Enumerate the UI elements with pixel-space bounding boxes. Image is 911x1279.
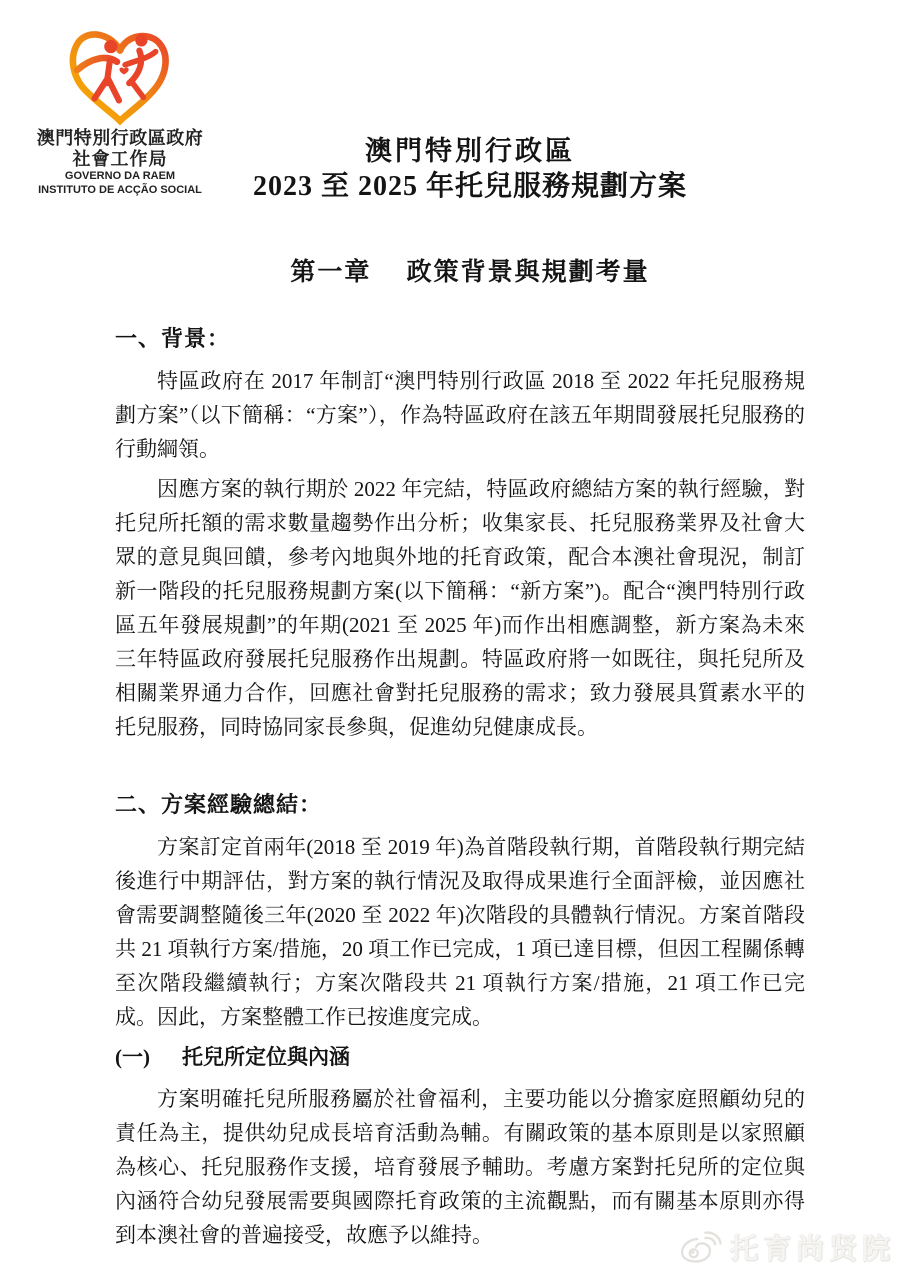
subsection-number: (一): [115, 1045, 150, 1069]
body-paragraph: 特區政府在 2017 年制訂“澳門特別行政區 2018 至 2022 年托兒服務規劃方案”（以下簡稱：“方案”），作為特區政府在該五年期間發展托兒服務的行動綱領。: [115, 369, 805, 461]
doc-title-line1: 澳門特別行政區: [365, 136, 575, 166]
org-name-pt-institute: INSTITUTO DE ACÇÃO SOCIAL: [38, 183, 202, 196]
section-heading-background: 一、背景：: [115, 326, 231, 351]
watermark-text: 托育尚贤院: [729, 1233, 895, 1264]
doc-title-line2: 2023 至 2025 年托兒服務規劃方案: [252, 171, 687, 202]
body-paragraph: 方案明確托兒所服務屬於社會福利，主要功能以分擔家庭照顧幼兒的責任為主，提供幼兒成長培育活動為輔。有關政策的基本原則是以家照顧為核心、托兒服務作支援，培育發展予輔助。考慮方案對托兒所的定位與內涵符合幼兒發展需要與國際托育政策的主流觀點，而有關基本原則亦得到本澳社會的普遍接受，故應予以維持。: [115, 1087, 805, 1247]
document-body: [115, 322, 805, 1252]
body-paragraph: 因應方案的執行期於 2022 年完結，特區政府總結方案的執行經驗，對托兒所托額的需求數量趨勢作出分析；收集家長、托兒服務業界及社會大眾的意見與回饋，參考內地與外地的托育政策，配合本澳社會現況，制訂新一階段的托兒服務規劃方案(以下簡稱：“新方案”)。配合“澳門特別行政區五年發展規劃”的年期(2021 至 2025 年)而作出相應調整，新方案為未來三年特區政府發展托兒服務作出規劃。特區政府將一如既往，與托兒所及相關業界通力合作，回應社會對托兒服務的需求；致力發展具質素水平的托兒服務，同時協同家長參與，促進幼兒健康成長。: [115, 477, 805, 739]
subsection-heading-positioning: [115, 1040, 805, 1074]
org-name-zh-bureau: 社會工作局: [72, 149, 168, 169]
subsection-title: 托兒所定位與內涵: [182, 1045, 350, 1069]
chapter-heading: 第一章 政策背景與規劃考量: [290, 259, 650, 286]
title-block: [150, 134, 790, 288]
social-welfare-bureau-logo: [64, 20, 176, 126]
org-name-zh-gov: 澳門特別行政區政府: [36, 128, 204, 148]
watermark: [678, 1227, 895, 1267]
weibo-icon: [678, 1230, 722, 1264]
org-name-pt-gov: GOVERNO DA RAEM: [64, 170, 176, 182]
section-heading-experience-summary: 二、方案經驗總結：: [115, 792, 323, 817]
body-paragraph: 方案訂定首兩年(2018 至 2019 年)為首階段執行期，首階段執行期完結後進行中期評估，對方案的執行情況及取得成果進行全面評檢，並因應社會需要調整隨後三年(2020 至 2022 年)次階段的具體執行情況。方案首階段共 21 項執行方案/措施，20 項工作已完成，1 項已達目標，但因工程關係轉至次階段繼續執行；方案次階段共 21 項執行方案/措施，21 項工作已完成。因此，方案整體工作已按進度完成。: [115, 835, 805, 1029]
